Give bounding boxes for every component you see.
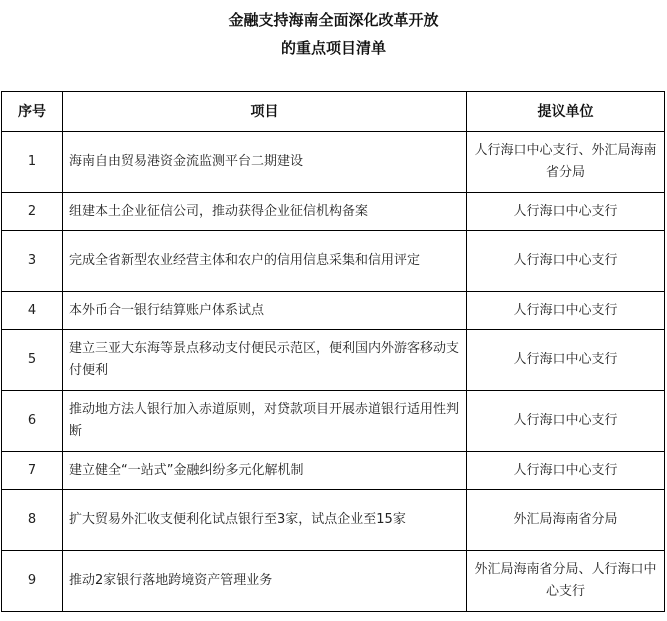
table-header-row [2, 92, 665, 132]
title-line-2: 的重点项目清单 [280, 39, 386, 57]
table-row [2, 391, 665, 452]
row-project: 海南自由贸易港资金流监测平台二期建设 [63, 132, 467, 193]
row-proposer: 人行海口中心支行 [467, 330, 665, 391]
row-project: 完成全省新型农业经营主体和农户的信用信息采集和信用评定 [63, 231, 467, 292]
row-number: 8 [2, 490, 63, 551]
row-project: 组建本土企业征信公司，推动获得企业征信机构备案 [63, 193, 467, 231]
table-row [2, 452, 665, 490]
row-number: 2 [2, 193, 63, 231]
table-row [2, 231, 665, 292]
row-number: 1 [2, 132, 63, 193]
row-proposer: 人行海口中心支行 [467, 292, 665, 330]
row-project: 建立健全“一站式”金融纠纷多元化解机制 [63, 452, 467, 490]
row-proposer: 人行海口中心支行 [467, 193, 665, 231]
table-row [2, 292, 665, 330]
table-row [2, 330, 665, 391]
header-serial: 序号 [2, 92, 63, 132]
row-proposer: 人行海口中心支行 [467, 231, 665, 292]
row-project: 本外币合一银行结算账户体系试点 [63, 292, 467, 330]
row-proposer: 外汇局海南省分局、人行海口中心支行 [467, 551, 665, 612]
row-number: 7 [2, 452, 63, 490]
table-row [2, 490, 665, 551]
row-number: 3 [2, 231, 63, 292]
header-project: 项目 [63, 92, 467, 132]
table-row [2, 193, 665, 231]
row-project: 建立三亚大东海等景点移动支付便民示范区，便利国内外游客移动支付便利 [63, 330, 467, 391]
table-row [2, 132, 665, 193]
row-proposer: 人行海口中心支行 [467, 391, 665, 452]
row-project: 扩大贸易外汇收支便利化试点银行至3家，试点企业至15家 [63, 490, 467, 551]
row-number: 6 [2, 391, 63, 452]
table-row [2, 551, 665, 612]
row-proposer: 人行海口中心支行、外汇局海南省分局 [467, 132, 665, 193]
row-number: 4 [2, 292, 63, 330]
row-proposer: 外汇局海南省分局 [467, 490, 665, 551]
row-project: 推动地方法人银行加入赤道原则，对贷款项目开展赤道银行适用性判断 [63, 391, 467, 452]
row-number: 5 [2, 330, 63, 391]
row-project: 推动2家银行落地跨境资产管理业务 [63, 551, 467, 612]
header-proposer: 提议单位 [467, 92, 665, 132]
row-number: 9 [2, 551, 63, 612]
title-line-1: 金融支持海南全面深化改革开放 [228, 11, 439, 29]
project-table [1, 91, 665, 612]
row-proposer: 人行海口中心支行 [467, 452, 665, 490]
